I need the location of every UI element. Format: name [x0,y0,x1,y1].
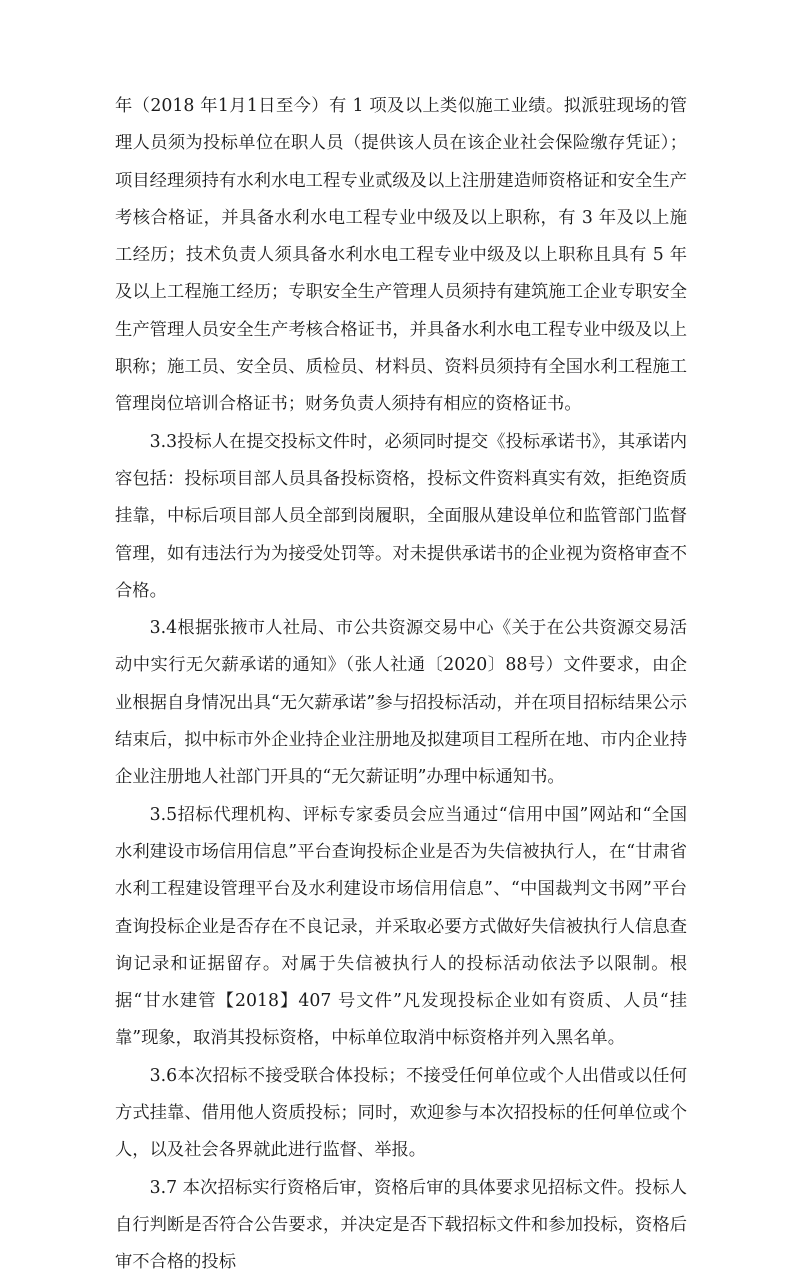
paragraph-qualification-requirements: 年（2018 年1月1日至今）有 1 项及以上类似施工业绩。拟派驻现场的管理人员须为投标单位在职人员（提供该人员在该企业社会保险缴存凭证）；项目经理须持有水利水电工程专业贰级及以上注册建造师资格证和安全生产考核合格证，并具备水利水电工程专业中级及以上职称，有 3 年及以上施工经历；技术负责人须具备水利水电工程专业中级及以上职称且具有 5 年及以上工程施工经历；专职安全生产管理人员须持有建筑施工企业专职安全生产管理人员安全生产考核合格证书，并具备水利水电工程专业中级及以上职称；施工员、安全员、质检员、材料员、资料员须持有全国水利工程施工管理岗位培训合格证书；财务负责人须持有相应的资格证书。 [115,96,687,415]
paragraph-3-5-credit-check: 3.5招标代理机构、评标专家委员会应当通过“信用中国”网站和“全国水利建设市场信用信息”平台查询投标企业是否为失信被执行人，在“甘肃省水利工程建设管理平台及水利建设市场信用信息”、“中国裁判文书网”平台查询投标企业是否存在不良记录，并采取必要方式做好失信被执行人信息查询记录和证据留存。对属于失信被执行人的投标活动依法予以限制。根据“甘水建管【2018】407 号文件”凡发现投标企业如有资质、人员“挂靠”现象，取消其投标资格，中标单位取消中标资格并列入黑名单。 [115,804,687,1049]
document-body [115,88,687,1282]
paragraph-3-7-post-qualification: 3.7 本次招标实行资格后审，资格后审的具体要求见招标文件。投标人自行判断是否符合公告要求，并决定是否下载招标文件和参加投标，资格后审不合格的投标 [115,1177,687,1273]
paragraph-3-3-bid-commitment: 3.3投标人在提交投标文件时，必须同时提交《投标承诺书》，其承诺内容包括：投标项目部人员具备投标资格，投标文件资料真实有效，拒绝资质挂靠，中标后项目部人员全部到岗履职，全面服从建设单位和监管部门监督管理，如有违法行为为接受处罚等。对未提供承诺书的企业视为资格审查不合格。 [115,431,687,601]
paragraph-3-4-no-wage-arrears: 3.4根据张掖市人社局、市公共资源交易中心《关于在公共资源交易活动中实行无欠薪承诺的通知》（张人社通〔2020〕88号）文件要求，由企业根据自身情况出具“无欠薪承诺”参与招投标活动，并在项目招标结果公示结束后，拟中标市外企业持企业注册地及拟建项目工程所在地、市内企业持企业注册地人社部门开具的“无欠薪证明”办理中标通知书。 [115,618,687,788]
paragraph-3-6-no-consortium: 3.6本次招标不接受联合体投标；不接受任何单位或个人出借或以任何方式挂靠、借用他人资质投标；同时，欢迎参与本次招投标的任何单位或个人，以及社会各界就此进行监督、举报。 [115,1065,687,1161]
